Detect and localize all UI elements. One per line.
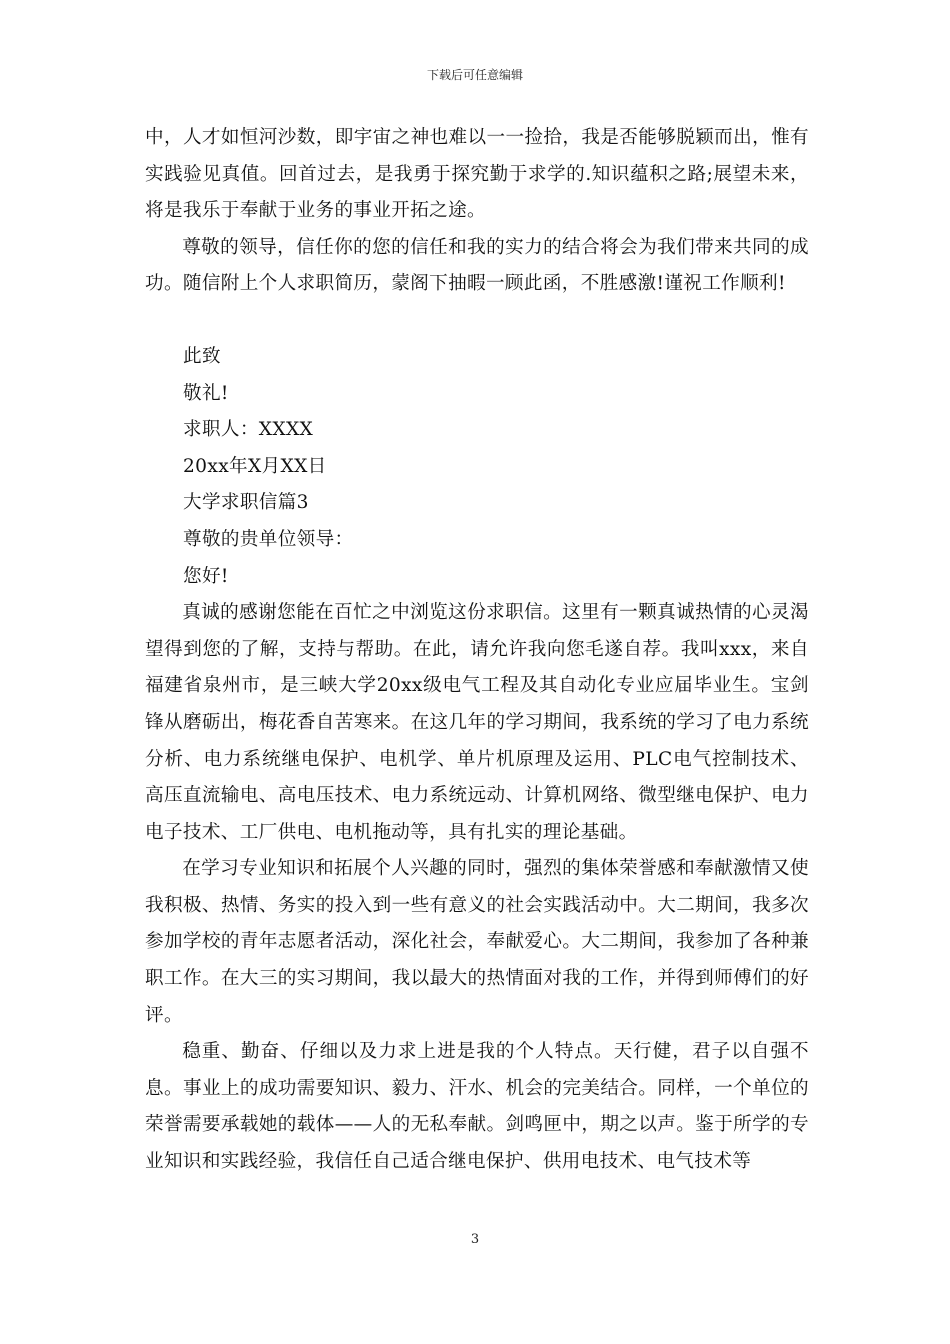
paragraph-closing-wish: 尊敬的领导，信任你的您的信任和我的实力的结合将会为我们带来共同的成功。随信附上个人求职简历，蒙阁下抽暇一顾此函，不胜感激!谨祝工作顺利! (145, 236, 809, 295)
paragraph-personal-traits: 稳重、勤奋、仔细以及力求上进是我的个人特点。天行健，君子以自强不息。事业上的成功需要知识、毅力、汗水、机会的完美结合。同样，一个单位的荣誉需要承载她的载体——人的无私奉献。剑鸣匣中，期之以声。鉴于所学的专业知识和实践经验，我信任自己适合继电保护、供用电技术、电气技术等 (145, 1041, 809, 1173)
section-title: 大学求职信篇3 (183, 492, 309, 514)
salutation: 尊敬的贵单位领导： (183, 528, 354, 550)
page-number: 3 (470, 1232, 480, 1247)
closing-salute: 敬礼! (183, 382, 229, 404)
paragraph-continuation: 中，人才如恒河沙数，即宇宙之神也难以一一捡拾，我是否能够脱颖而出，惟有实践验见真值。回首过去，是我勇于探究勤于求学的.知识蕴积之路;展望未来，将是我乐于奉献于业务的事业开拓之途。 (145, 127, 809, 222)
paragraph-activities: 在学习专业知识和拓展个人兴趣的同时，强烈的集体荣誉感和奉献激情又使我积极、热情、务实的投入到一些有意义的社会实践活动中。大二期间，我多次参加学校的青年志愿者活动，深化社会，奉献爱心。大二期间，我参加了各种兼职工作。在大三的实习期间，我以最大的热情面对我的工作，并得到师傅们的好评。 (145, 858, 809, 1026)
page-header: 下载后可任意编辑 (426, 68, 523, 82)
closing-phrase: 此致 (183, 345, 221, 367)
paragraph-introduction: 真诚的感谢您能在百忙之中浏览这份求职信。这里有一颗真诚热情的心灵渴望得到您的了解，支持与帮助。在此，请允许我向您毛遂自荐。我叫xxx，来自福建省泉州市，是三峡大学20xx级电气工程及其自动化专业应届毕业生。宝剑锋从磨砺出，梅花香自苦寒来。在这几年的学习期间，我系统的学习了电力系统分析、电力系统继电保护、电机学、单片机原理及运用、PLC电气控制技术、高压直流输电、高电压技术、电力系统远动、计算机网络、微型继电保护、电力电子技术、工厂供电、电机拖动等，具有扎实的理论基础。 (145, 602, 809, 843)
applicant-signature: 求职人：XXXX (183, 419, 314, 441)
blank-line (145, 303, 809, 339)
greeting: 您好! (183, 565, 229, 587)
letter-date: 20xx年X月XX日 (183, 455, 327, 477)
document-body (145, 120, 809, 1181)
